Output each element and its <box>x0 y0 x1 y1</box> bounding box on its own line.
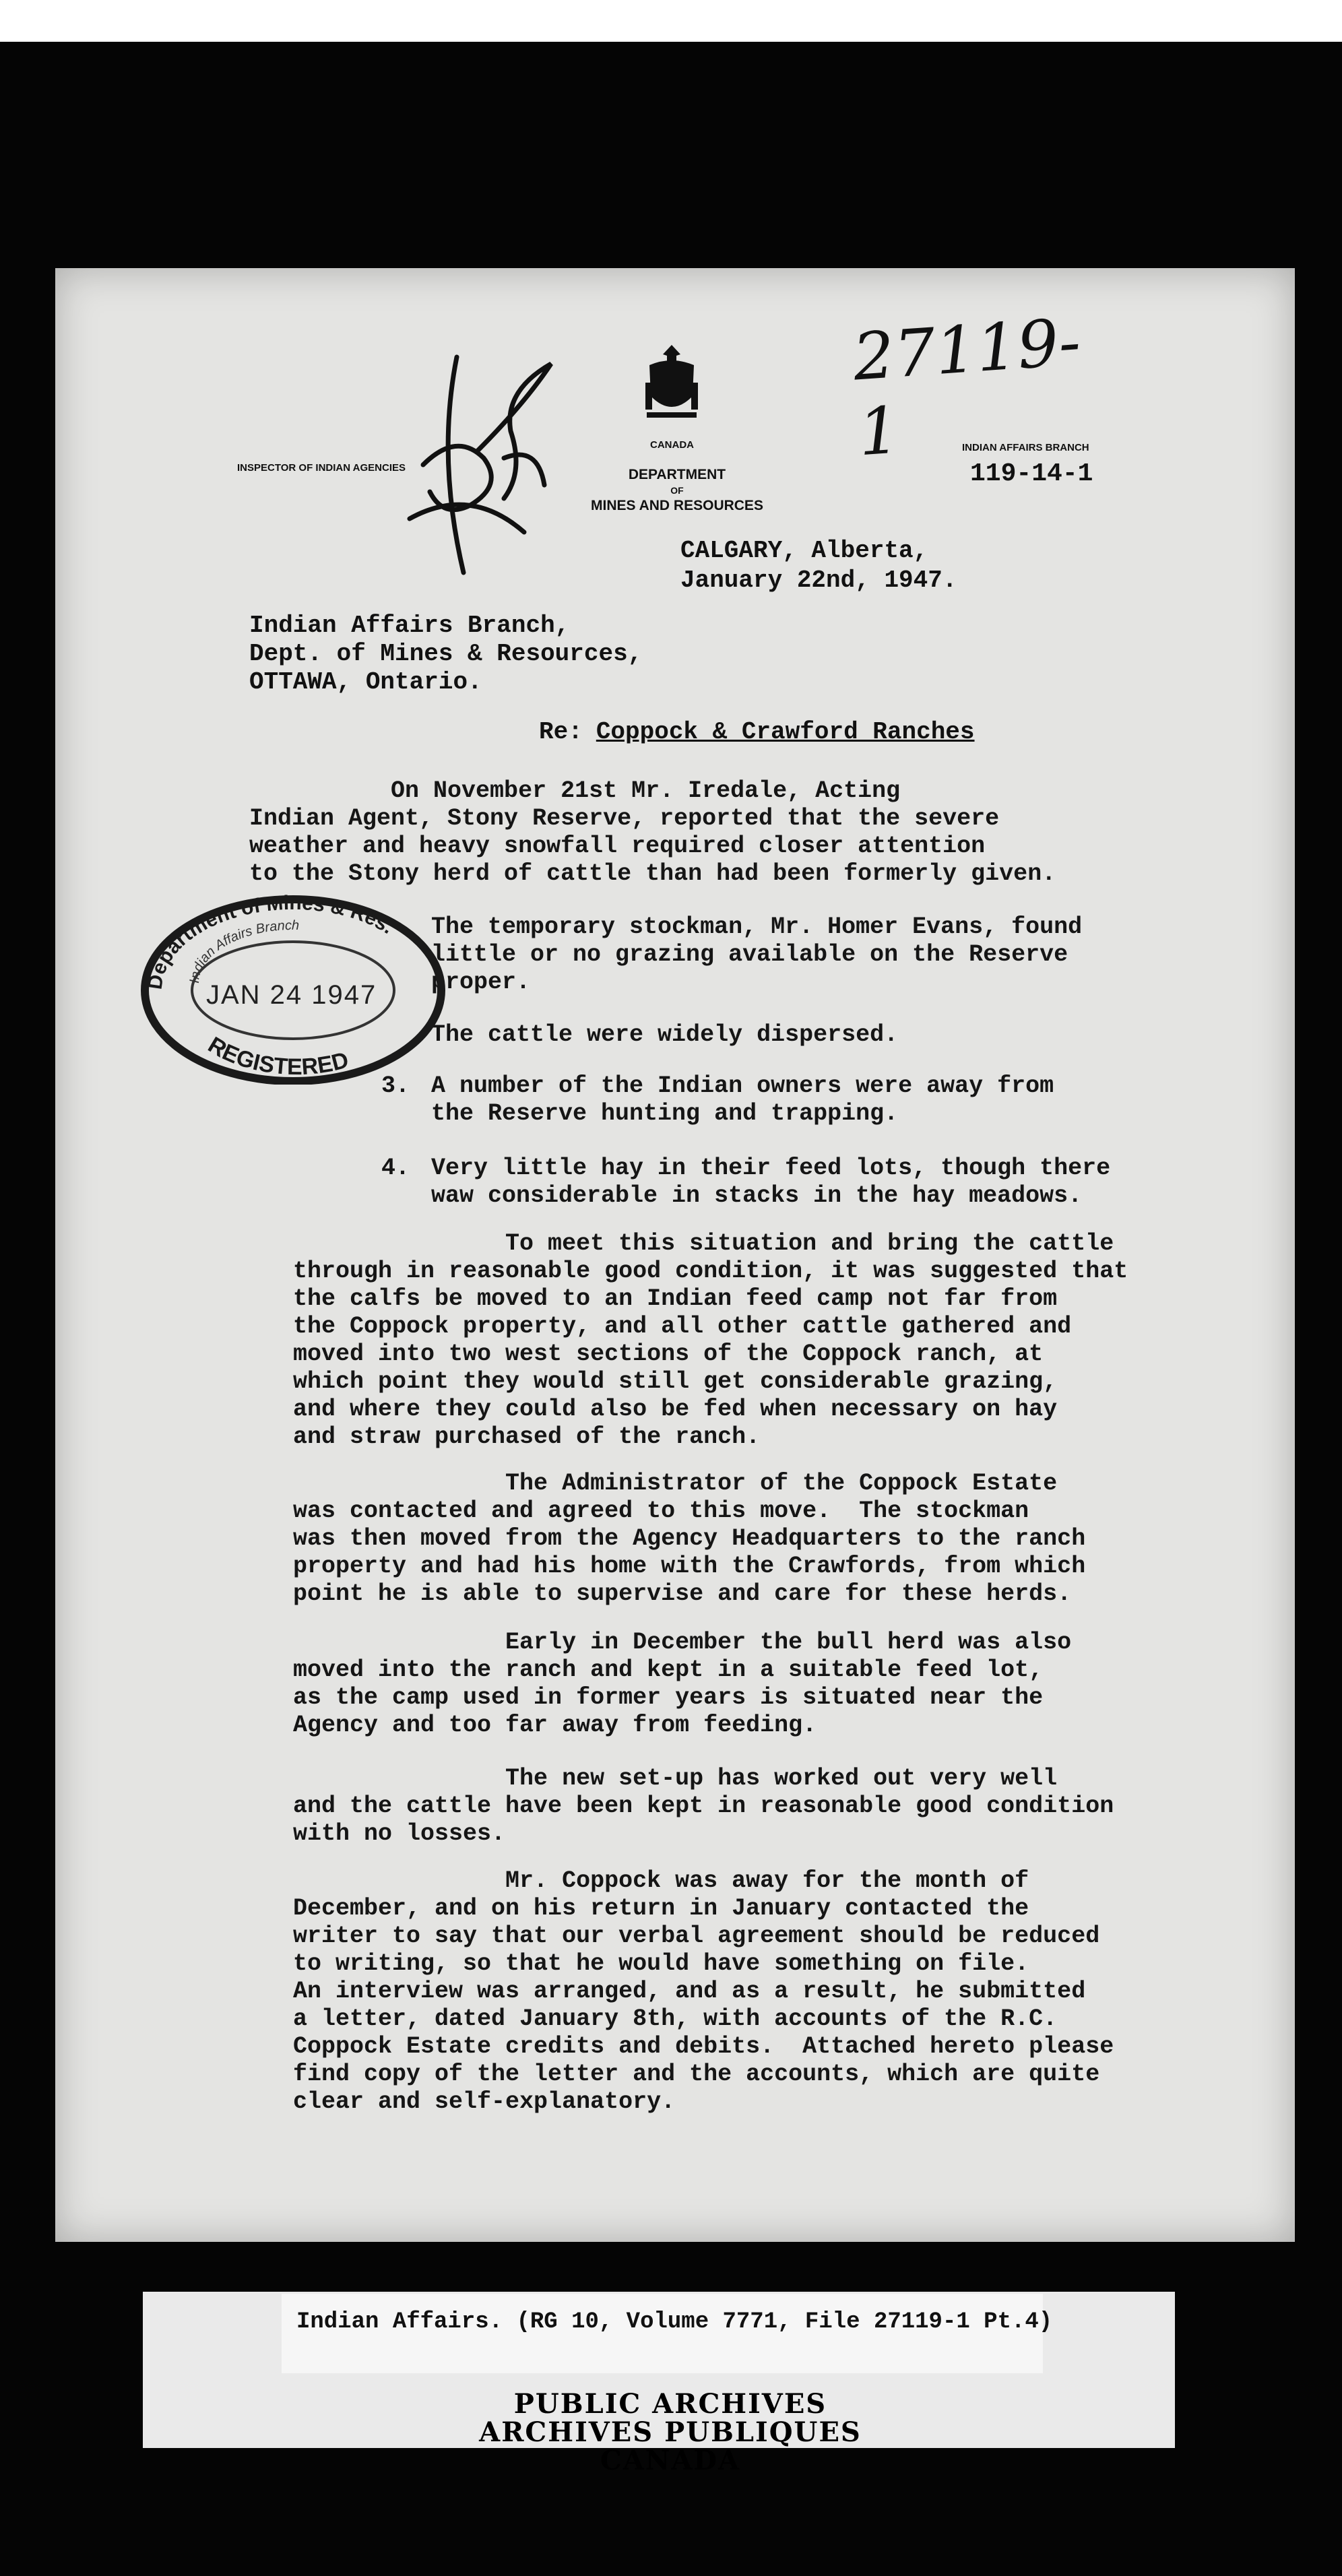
list-item-2: The cattle were widely dispersed. <box>431 1021 899 1048</box>
archive-name <box>377 2390 963 2475</box>
letterhead-country: CANADA <box>650 439 694 451</box>
department-line: OF <box>670 485 684 496</box>
letterhead-branch: INDIAN AFFAIRS BRANCH <box>962 442 1089 453</box>
department-line: DEPARTMENT <box>628 467 726 482</box>
subject-line <box>539 718 975 746</box>
archive-line: PUBLIC ARCHIVES <box>513 2388 827 2420</box>
letterhead-department <box>552 465 802 516</box>
list-item-4: Very little hay in their feed lots, though there waw considerable in stacks in the hay meadows. <box>431 1155 1111 1209</box>
subject: Coppock & Crawford Ranches <box>596 718 975 746</box>
archive-reference: Indian Affairs. (RG 10, Volume 7771, File 27119-1 Pt.4) <box>296 2309 1053 2335</box>
addressee-line: OTTAWA, Ontario. <box>249 668 482 696</box>
addressee-line: Indian Affairs Branch, <box>249 612 570 639</box>
date: January 22nd, 1947. <box>680 567 957 594</box>
place: CALGARY, Alberta, <box>680 537 928 565</box>
list-number-4: 4. <box>381 1155 410 1182</box>
stamp-date: JAN 24 1947 <box>206 980 377 1010</box>
paragraph-6: Mr. Coppock was away for the month of December, and on his return in January contacted the writer to say that our verbal agreement should be reduced to writing, so that he would have something on file. An interview was arranged, and as a result, he submitted a letter, dated January 8th, with accounts of the R.C. Coppock Estate credits and debits. Attached hereto please find copy of the letter and the accounts, which are quite clear and self-explanatory. <box>293 1867 1114 2115</box>
list-item-3: A number of the Indian owners were away from the Reserve hunting and trapping. <box>431 1072 1054 1127</box>
date-block <box>680 536 957 595</box>
paragraph-4: Early in December the bull herd was also moved into the ranch and kept in a suitable feed lot, as the camp used in former years is situated near the Agency and too far away from feeding. <box>293 1629 1072 1739</box>
addressee-line: Dept. of Mines & Resources, <box>249 640 643 668</box>
addressee-block <box>249 612 642 697</box>
letterhead-inspector: INSPECTOR OF INDIAN AGENCIES <box>237 462 406 474</box>
department-line: MINES AND RESOURCES <box>591 498 763 513</box>
file-reference: 119-14-1 <box>970 459 1093 488</box>
re-label: Re: <box>539 718 583 746</box>
stamp-registered: REGISTERED <box>203 1031 352 1081</box>
canada-crest-icon <box>641 342 702 423</box>
list-item-1: The temporary stockman, Mr. Homer Evans, found little or no grazing available on the Reserve proper. <box>431 913 1083 996</box>
archive-line: ARCHIVES PUBLIQUES <box>479 2416 862 2448</box>
top-border <box>0 0 1342 42</box>
list-number-3: 3. <box>381 1072 410 1099</box>
paragraph-5: The new set-up has worked out very well and the cattle have been kept in reasonable good condition with no losses. <box>293 1765 1114 1847</box>
paragraph-1: On November 21st Mr. Iredale, Acting Indian Agent, Stony Reserve, reported that the severe weather and heavy snowfall required closer attention to the Stony herd of cattle than had been formerly given. <box>249 777 1056 887</box>
archive-line: CANADA <box>600 2445 741 2476</box>
handwritten-file-number: 27119-1 <box>850 304 1083 471</box>
paragraph-3: The Administrator of the Coppock Estate was contacted and agreed to this move. The stockman was then moved from the Agency Headquarters to the ranch property and had his home with the Crawfords, from which point he is able to supervise and care for these herds. <box>293 1470 1086 1607</box>
paragraph-2: To meet this situation and bring the cattle through in reasonable good condition, it was suggested that the calfs be moved to an Indian feed camp not far from the Coppock property, and all other cattle gathered and moved into two west sections of the Coppock ranch, at which point they would still get considerable grazing, and where they could also be fed when necessary on hay and straw purchased of the ranch. <box>293 1230 1128 1450</box>
stamp-department: Department of Mines & Res. <box>143 891 397 991</box>
stamp-branch: Indian Affairs Branch <box>187 917 300 984</box>
